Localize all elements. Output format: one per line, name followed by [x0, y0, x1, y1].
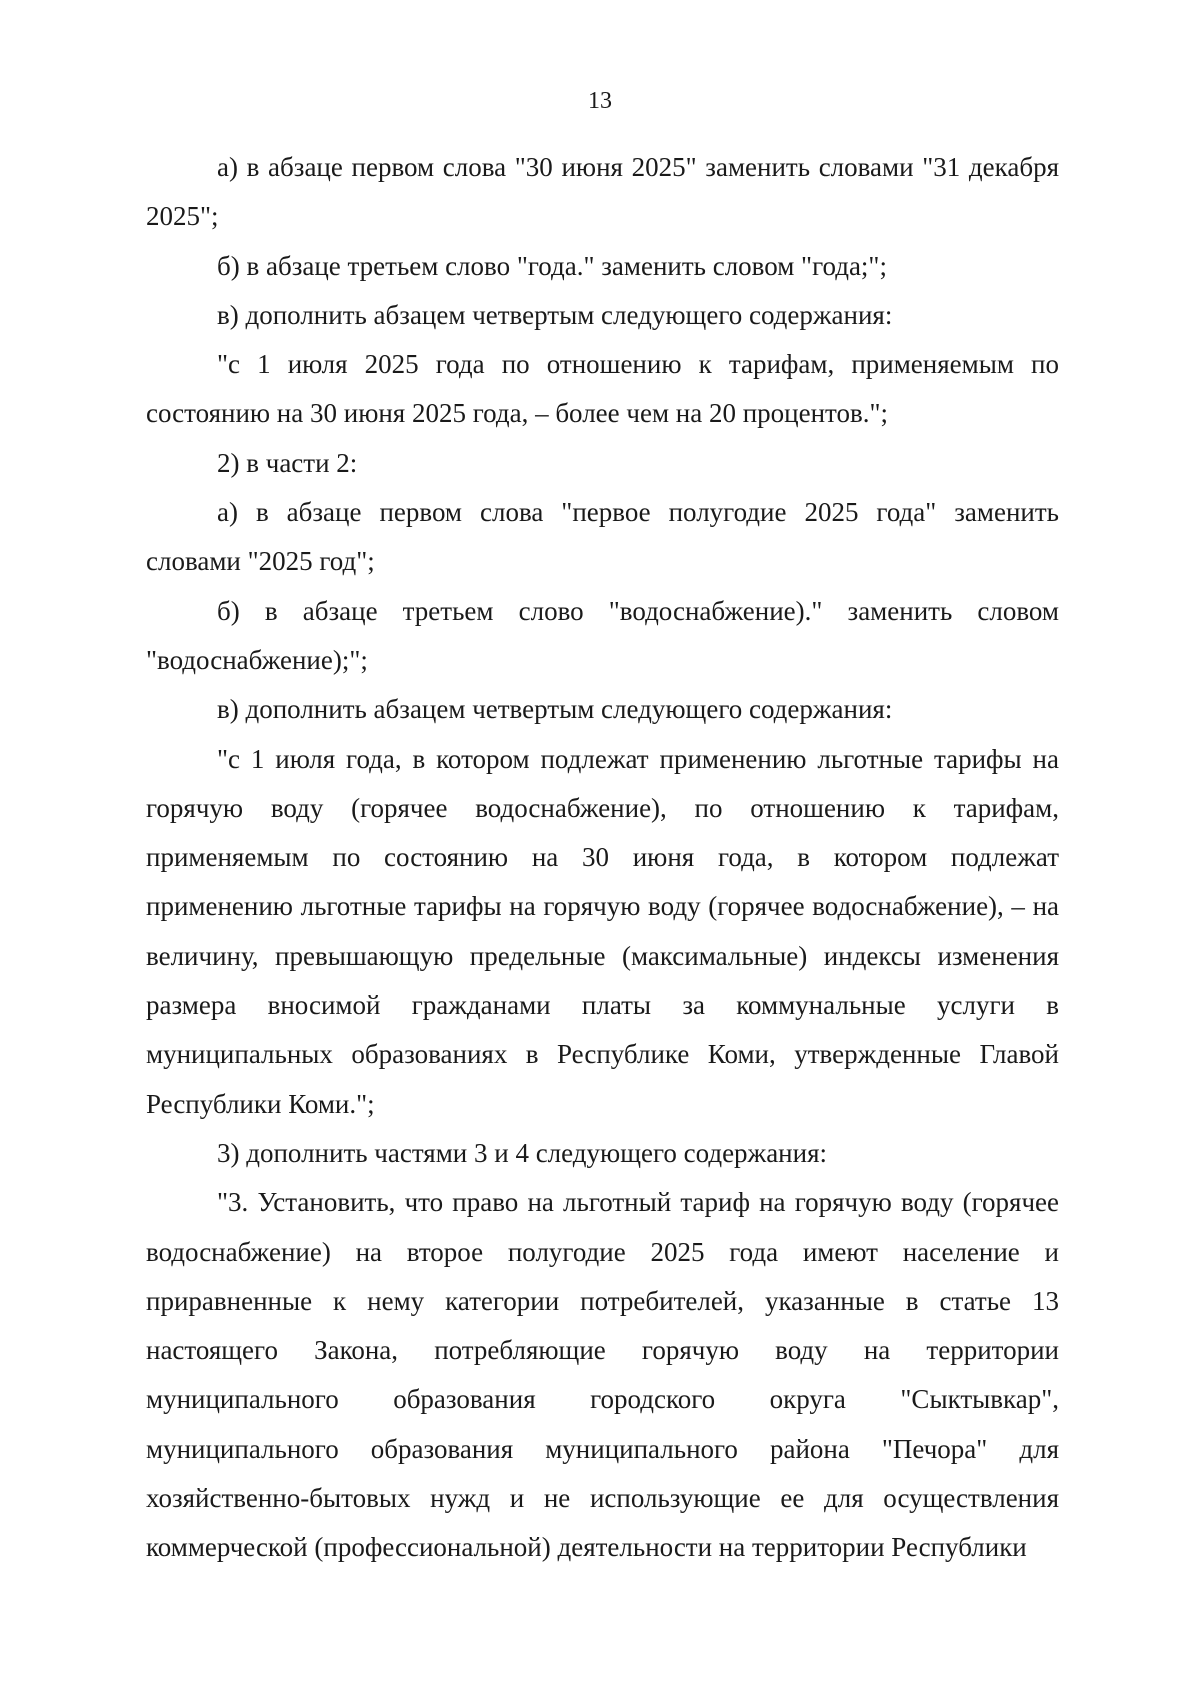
paragraph-part2-v: в) дополнить абзацем четвертым следующего содержания:	[217, 694, 893, 725]
paragraph-part2-b: б) в абзаце третьем слово "водоснабжение)." заменить словом "водоснабжение);";	[146, 595, 1059, 675]
paragraph-part2-a: а) в абзаце первом слова "первое полугодие 2025 года" заменить словами "2025 год";	[146, 497, 1059, 577]
paragraph-part-3: 3) дополнить частями 3 и 4 следующего содержания:	[217, 1137, 828, 1168]
page-number: 13	[588, 88, 612, 114]
paragraph-v-add-fourth-abzac: в) дополнить абзацем четвертым следующего содержания:	[217, 299, 893, 330]
paragraph-b-third-abzac: б) в абзаце третьем слово "года." заменить словом "года;";	[217, 250, 887, 281]
paragraph-a-first-abzac: а) в абзаце первом слова "30 июня 2025" заменить словами "31 декабря 2025";	[146, 152, 1059, 232]
paragraph-quote-july-2025: "с 1 июля 2025 года по отношению к тарифам, применяемым по состоянию на 30 июня 2025 года, – более чем на 20 процентов.";	[146, 349, 1059, 429]
document-body	[146, 143, 1059, 1573]
paragraph-quote-item-3: "3. Установить, что право на льготный тариф на горячую воду (горячее водоснабжение) на второе полугодие 2025 года имеют население и приравненные к нему категории потребителей, указанные в статье 13 настоящего Закона, потребляющие горячую воду на территории муниципального образования городского округа "Сыктывкар", муниципального образования муниципального района "Печора" для хозяйственно-бытовых нужд и не использующие ее для осуществления коммерческой (профессиональной) деятельности на территории Республики	[146, 1187, 1059, 1563]
paragraph-part-2: 2) в части 2:	[217, 447, 358, 478]
paragraph-quote-hot-water-tariffs: "с 1 июля года, в котором подлежат применению льготные тарифы на горячую воду (горячее водоснабжение), по отношению к тарифам, применяемым по состоянию на 30 июня года, в котором подлежат применению льготные тарифы на горячую воду (горячее водоснабжение), – на величину, превышающую предельные (максимальные) индексы изменения размера вносимой гражданами платы за коммунальные услуги в муниципальных образованиях в Республике Коми, утвержденные Главой Республики Коми.";	[146, 743, 1059, 1119]
